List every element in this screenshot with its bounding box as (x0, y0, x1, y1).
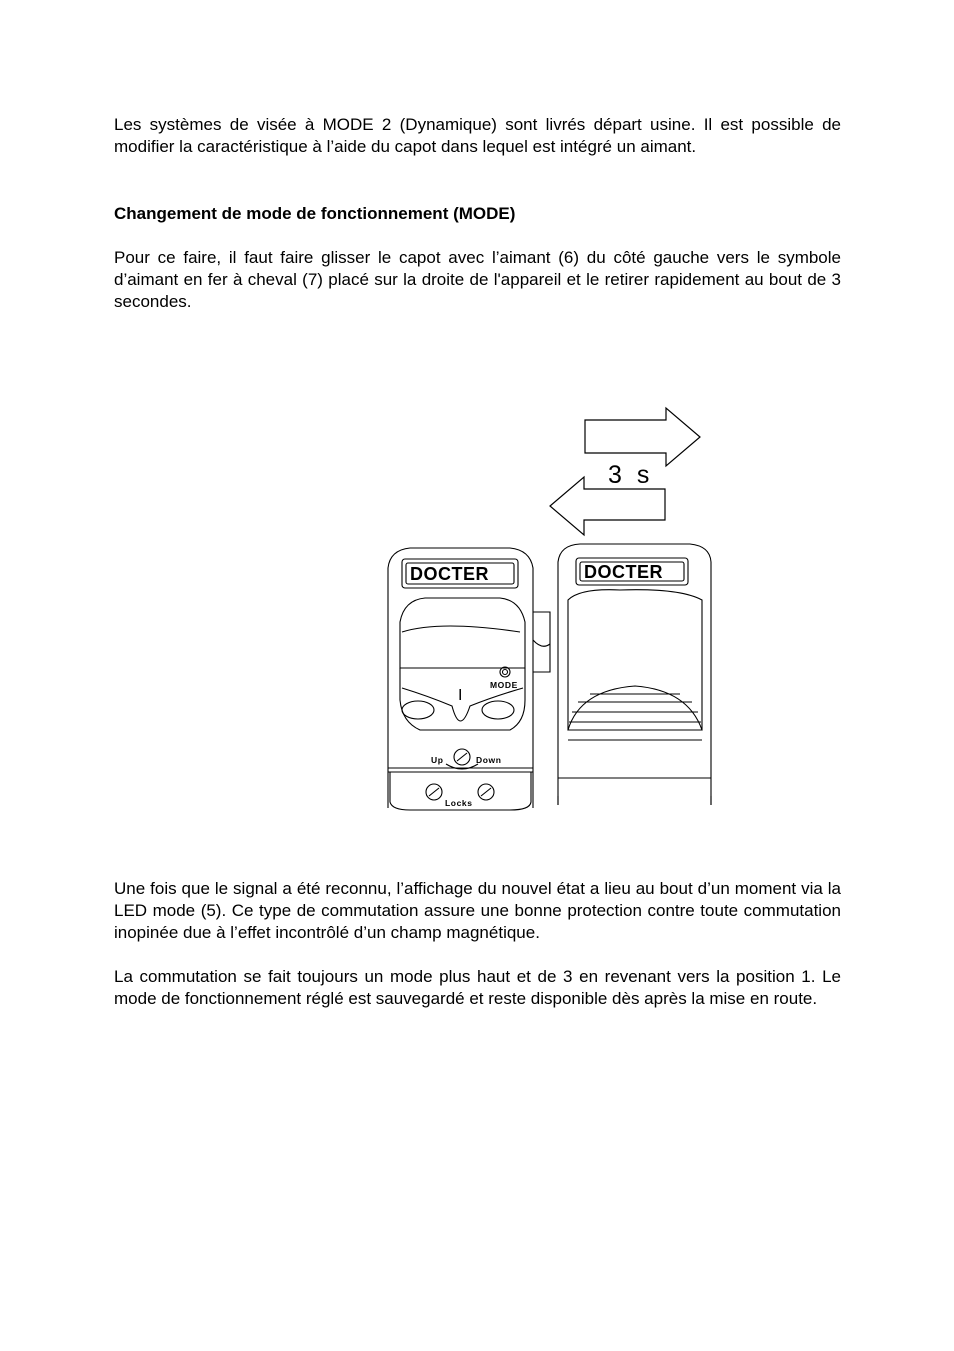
timer-label: 3 s (608, 461, 654, 489)
mode-label: MODE (490, 680, 518, 690)
section-heading: Changement de mode de fonctionnement (MODE) (114, 204, 516, 223)
instruction-paragraph: Pour ce faire, il faut faire glisser le capot avec l’aimant (6) du côté gauche vers le symbole d’aimant en fer à cheval (7) placé sur la droite de l'appareil et le retirer rapidement au bout de 3 secondes. (114, 248, 841, 311)
mode-change-illustration (380, 400, 720, 820)
commutation-paragraph: La commutation se fait toujours un mode plus haut et de 3 en revenant vers la position 1. Le mode de fonctionnement réglé est sauvegardé et reste disponible dès après la mise en route. (114, 967, 841, 1008)
cover-brand: DOCTER (584, 562, 663, 582)
mode-value: I (458, 687, 463, 704)
down-label: Down (476, 755, 502, 765)
up-label: Up (431, 755, 444, 765)
arrow-right-icon (585, 408, 700, 466)
device-brand: DOCTER (410, 564, 489, 584)
locks-label: Locks (445, 798, 473, 808)
signal-paragraph: Une fois que le signal a été reconnu, l’affichage du nouvel état a lieu au bout d’un moment via la LED mode (5). Ce type de commutation assure une bonne protection contre toute commutation inopinée due à l’effet incontrôlé d’un champ magnétique. (114, 879, 841, 942)
intro-paragraph: Les systèmes de visée à MODE 2 (Dynamique) sont livrés départ usine. Il est possible de modifier la caractéristique à l’aide du capot dans lequel est intégré un aimant. (114, 115, 841, 156)
sight-device (388, 548, 550, 810)
magnetic-cover (558, 544, 711, 805)
